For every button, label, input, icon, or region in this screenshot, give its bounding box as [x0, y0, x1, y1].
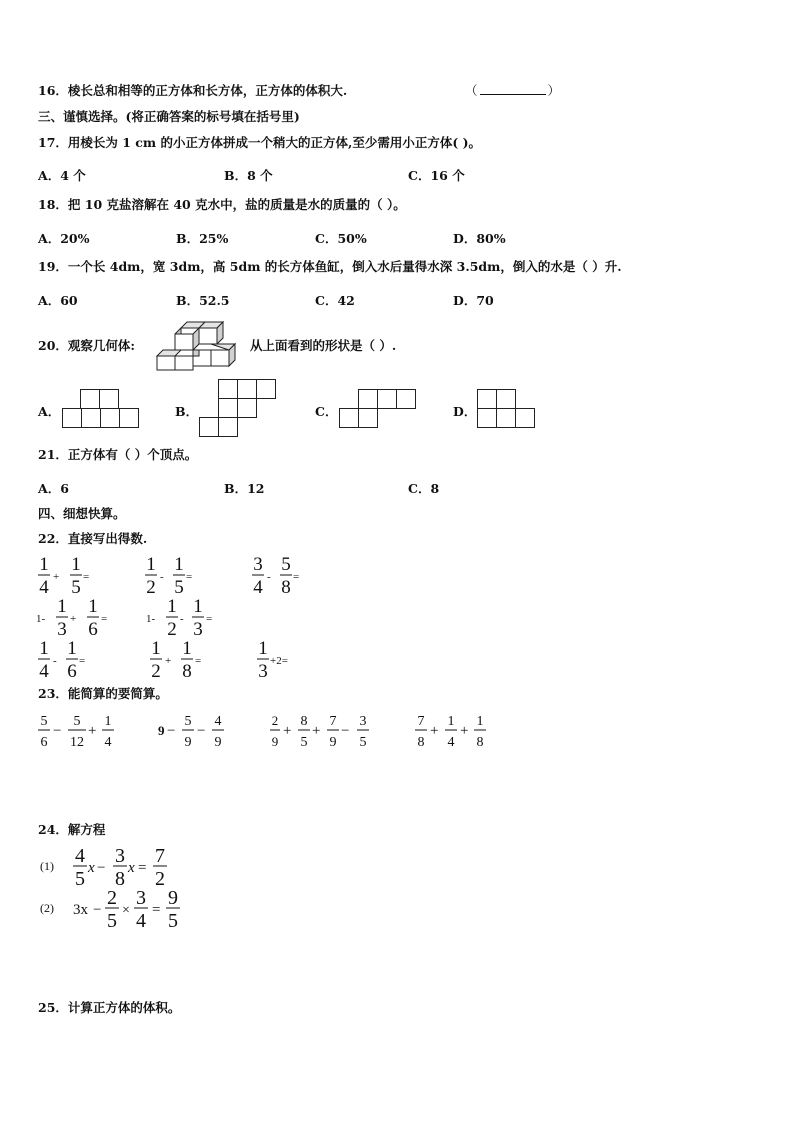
- denominator: 8: [417, 735, 425, 750]
- numerator: 2: [107, 887, 117, 909]
- numerator: 1: [146, 554, 156, 575]
- q20-choice-a[interactable]: A．: [38, 404, 61, 419]
- denominator: 4: [447, 735, 455, 750]
- numerator: 4: [214, 714, 222, 729]
- denominator: 3: [258, 661, 268, 681]
- denominator: 2: [151, 661, 161, 681]
- denominator: 5: [107, 910, 117, 931]
- q22-expr-2: [143, 553, 203, 597]
- denominator: 4: [136, 910, 146, 931]
- operator: -: [180, 613, 184, 625]
- numerator: 5: [184, 714, 192, 729]
- label: (2): [40, 901, 54, 915]
- blank-line: [480, 84, 546, 95]
- denominator: 4: [104, 735, 112, 750]
- q19-choice-d[interactable]: D．70: [453, 293, 494, 308]
- numerator: 1: [104, 714, 112, 729]
- q19-choice-a[interactable]: A．60: [38, 293, 78, 308]
- q21-choice-c[interactable]: C．8: [408, 481, 440, 496]
- numerator: 7: [329, 714, 337, 729]
- paren-close: ）: [547, 83, 561, 98]
- operator: +: [53, 571, 60, 583]
- q23-expr-3: [268, 710, 378, 752]
- q20-option-d-figure: [477, 389, 539, 429]
- numerator: 1: [258, 638, 268, 659]
- numerator: 4: [75, 845, 85, 867]
- denominator: 6: [67, 661, 77, 681]
- numerator: 2: [271, 713, 279, 728]
- equals: =: [79, 655, 86, 667]
- operator: −: [93, 902, 102, 918]
- denominator: 9: [329, 735, 337, 750]
- denominator: 9: [214, 735, 222, 750]
- operator: −: [197, 723, 206, 739]
- numerator: 3: [115, 845, 125, 867]
- q20-suffix: 从上面看到的形状是（ ）.: [250, 338, 397, 353]
- lead-term: 9: [158, 723, 165, 738]
- q16-number: 16．: [38, 83, 68, 98]
- equals: =: [293, 571, 300, 583]
- numerator: 5: [40, 714, 48, 729]
- operator: +: [70, 613, 77, 625]
- denominator: 2: [167, 619, 177, 639]
- q16-line: [38, 83, 347, 99]
- denominator: 5: [174, 577, 184, 597]
- denominator: 4: [39, 577, 49, 597]
- q18-choice-b[interactable]: B．25%: [176, 231, 229, 246]
- q22-expr-4: [36, 595, 116, 639]
- equals: =: [152, 902, 161, 918]
- denominator: 4: [253, 577, 263, 597]
- numerator: 1: [167, 596, 177, 617]
- denominator: 3: [57, 619, 67, 639]
- equals: =: [101, 613, 108, 625]
- numerator: 1: [151, 638, 161, 659]
- denominator: 8: [476, 735, 484, 750]
- numerator: 3: [359, 714, 367, 729]
- q18-choice-c[interactable]: C．50%: [315, 231, 367, 246]
- q24-equation-1: [40, 845, 180, 889]
- operator: −: [167, 723, 176, 739]
- denominator: 2: [155, 868, 165, 889]
- denominator: 5: [300, 735, 308, 750]
- q17-text: 17．用棱长为 1 cm 的小正方体拼成一个稍大的正方体,至少需用小正方体( )。: [38, 135, 482, 150]
- numerator: 3: [136, 887, 146, 909]
- q20-choice-c[interactable]: C．: [315, 404, 338, 419]
- numerator: 1: [57, 596, 67, 617]
- cube-solid-figure: [155, 320, 239, 372]
- q16-answer-blank[interactable]: [465, 83, 560, 99]
- q22-expr-3: [250, 553, 310, 597]
- lead-term: 1-: [146, 613, 156, 625]
- q18-choice-a[interactable]: A．20%: [38, 231, 90, 246]
- q20-choice-d[interactable]: D．: [453, 404, 477, 419]
- q20-choice-b[interactable]: B．: [175, 404, 199, 419]
- numerator: 1: [39, 638, 49, 659]
- numerator: 7: [155, 845, 165, 867]
- denominator: 12: [70, 735, 84, 750]
- q23-expr-4: [413, 710, 493, 752]
- tail: +2=: [270, 655, 288, 667]
- denominator: 2: [146, 577, 156, 597]
- label: (1): [40, 859, 54, 873]
- q23-expr-2: [158, 710, 238, 752]
- operator: +: [165, 655, 172, 667]
- q20-prefix: 20．观察几何体:: [38, 338, 136, 353]
- q17-choice-b[interactable]: B．8 个: [224, 168, 273, 183]
- operator: -: [160, 571, 164, 583]
- denominator: 5: [71, 577, 81, 597]
- q22-expr-1: [36, 553, 96, 597]
- operator: +: [312, 723, 321, 739]
- operator: +: [283, 723, 292, 739]
- operator: +: [460, 723, 469, 739]
- equals: =: [206, 613, 213, 625]
- denominator: 5: [75, 868, 85, 889]
- numerator: 3: [253, 554, 263, 575]
- numerator: 1: [39, 554, 49, 575]
- denominator: 3: [193, 619, 203, 639]
- operator: −: [53, 723, 62, 739]
- q21-choice-a[interactable]: A．6: [38, 481, 69, 496]
- section-3-heading: 三、谨慎选择。(将正确答案的标号填在括号里): [38, 109, 300, 124]
- times: ×: [122, 903, 130, 918]
- numerator: 1: [193, 596, 203, 617]
- q17-choice-c[interactable]: C．16 个: [408, 168, 465, 183]
- numerator: 9: [168, 887, 178, 909]
- denominator: 6: [88, 619, 98, 639]
- numerator: 1: [71, 554, 81, 575]
- numerator: 8: [300, 714, 308, 729]
- numerator: 5: [73, 714, 81, 729]
- q22-expr-6: [36, 637, 96, 681]
- denominator: 5: [359, 735, 367, 750]
- numerator: 7: [417, 714, 425, 729]
- q20-option-b-figure: [199, 379, 279, 439]
- numerator: 1: [67, 638, 77, 659]
- q21-choice-b[interactable]: B．12: [224, 481, 265, 496]
- operator: -: [53, 655, 57, 667]
- q18-choice-d[interactable]: D．80%: [453, 231, 506, 246]
- q20-option-a-figure: [62, 389, 142, 429]
- denominator: 6: [40, 735, 48, 750]
- section-4-heading: 四、细想快算。: [38, 506, 126, 521]
- denominator: 8: [115, 868, 125, 889]
- numerator: 5: [281, 554, 291, 575]
- equals: =: [83, 571, 90, 583]
- numerator: 1: [476, 714, 484, 729]
- operator: −: [97, 860, 106, 876]
- operator: +: [430, 723, 439, 739]
- operator: -: [267, 571, 271, 583]
- denominator: 9: [271, 734, 279, 749]
- lead-term: 3x: [73, 902, 88, 918]
- numerator: 1: [174, 554, 184, 575]
- numerator: 1: [88, 596, 98, 617]
- denominator: 8: [182, 661, 192, 681]
- q24-equation-2: [40, 887, 190, 931]
- q22-expr-7: [148, 637, 208, 681]
- variable: x: [88, 860, 95, 876]
- denominator: 5: [168, 910, 178, 931]
- q19-choice-c[interactable]: C．42: [315, 293, 355, 308]
- q19-choice-b[interactable]: B．52.5: [176, 293, 230, 308]
- denominator: 8: [281, 577, 291, 597]
- q22-text: 22．直接写出得数.: [38, 531, 148, 546]
- lead-term: 1-: [36, 613, 46, 625]
- denominator: 4: [39, 661, 49, 681]
- q16-text: 棱长总和相等的正方体和长方体，正方体的体积大.: [67, 83, 348, 98]
- q23-expr-1: [36, 710, 126, 752]
- q24-text: 24．解方程: [38, 822, 106, 837]
- q25-text: 25．计算正方体的体积。: [38, 1000, 181, 1015]
- denominator: 9: [184, 735, 192, 750]
- q19-text: 19．一个长 4dm，宽 3dm，高 5dm 的长方体鱼缸，倒入水后量得水深 3.5dm，倒入的水是（ ）升.: [38, 259, 622, 274]
- equals: =: [186, 571, 193, 583]
- q21-text: 21．正方体有（ ）个顶点。: [38, 447, 198, 462]
- q17-choice-a[interactable]: A．4 个: [38, 168, 86, 183]
- q23-text: 23．能简算的要简算。: [38, 686, 168, 701]
- q22-expr-8: [255, 637, 315, 681]
- equals: =: [195, 655, 202, 667]
- q20-option-c-figure: [339, 389, 419, 429]
- operator: −: [341, 723, 350, 739]
- variable: x: [128, 860, 135, 876]
- q22-expr-5: [146, 595, 226, 639]
- paren-open: （: [465, 83, 478, 98]
- q18-text: 18．把 10 克盐溶解在 40 克水中，盐的质量是水的质量的（ ）。: [38, 197, 406, 212]
- numerator: 1: [182, 638, 192, 659]
- equals: =: [138, 860, 147, 876]
- operator: +: [88, 723, 97, 739]
- numerator: 1: [447, 714, 455, 729]
